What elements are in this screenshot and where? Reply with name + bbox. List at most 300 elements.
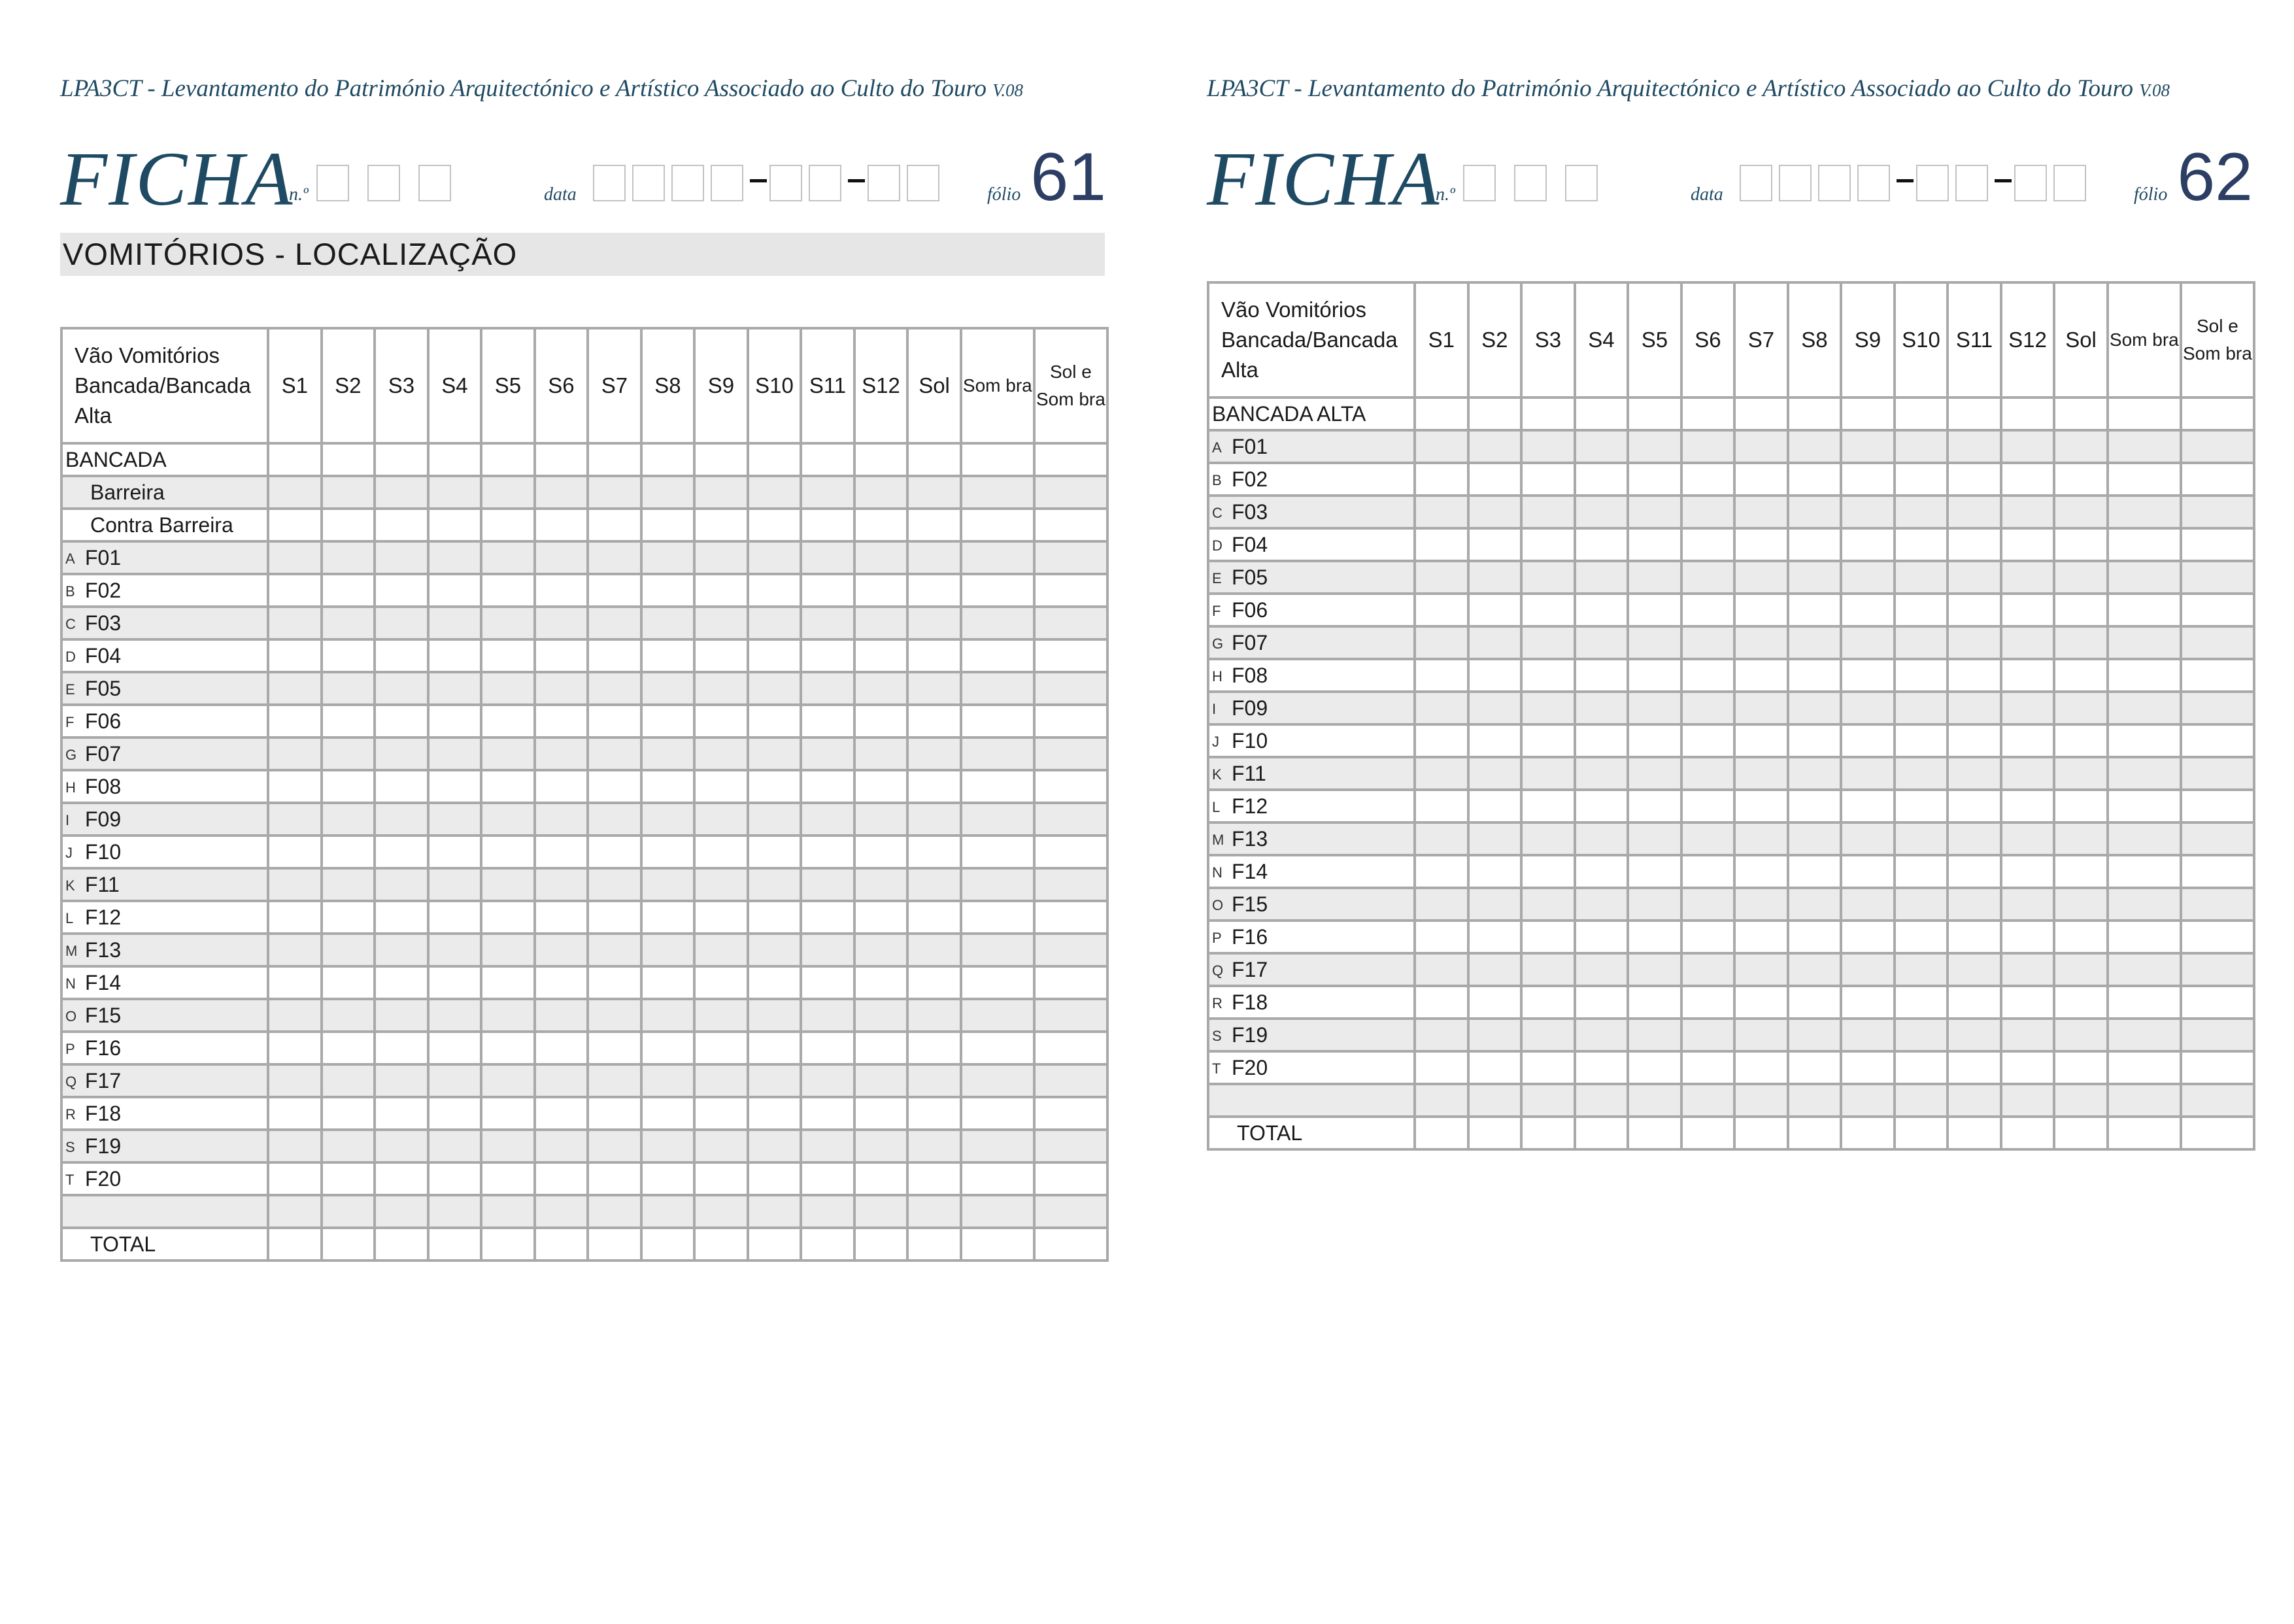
entry-cell[interactable] xyxy=(2054,986,2108,1019)
entry-cell[interactable] xyxy=(1895,855,1948,888)
entry-cell[interactable] xyxy=(1521,921,1575,953)
entry-cell[interactable] xyxy=(748,705,801,737)
entry-cell[interactable] xyxy=(1468,1117,1522,1149)
entry-cell[interactable] xyxy=(322,607,375,639)
entry-cell[interactable] xyxy=(2181,659,2254,692)
entry-cell[interactable] xyxy=(854,803,908,836)
entry-cell[interactable] xyxy=(1948,822,2001,855)
date-digit-box[interactable] xyxy=(1779,165,1812,201)
entry-cell[interactable] xyxy=(1734,888,1788,921)
entry-cell[interactable] xyxy=(2181,822,2254,855)
entry-cell[interactable] xyxy=(801,737,854,770)
date-digit-box[interactable] xyxy=(907,165,939,201)
entry-cell[interactable] xyxy=(2181,724,2254,757)
entry-cell[interactable] xyxy=(588,966,641,999)
entry-cell[interactable] xyxy=(1575,986,1628,1019)
entry-cell[interactable] xyxy=(1034,868,1107,901)
entry-cell[interactable] xyxy=(961,639,1034,672)
entry-cell[interactable] xyxy=(481,934,535,966)
entry-cell[interactable] xyxy=(961,705,1034,737)
entry-cell[interactable] xyxy=(961,1162,1034,1195)
entry-cell[interactable] xyxy=(854,1228,908,1260)
entry-cell[interactable] xyxy=(1788,528,1842,561)
entry-cell[interactable] xyxy=(2001,1084,2055,1117)
entry-cell[interactable] xyxy=(961,836,1034,868)
entry-cell[interactable] xyxy=(1681,888,1735,921)
date-digit-box[interactable] xyxy=(711,165,743,201)
entry-cell[interactable] xyxy=(588,934,641,966)
entry-cell[interactable] xyxy=(2108,953,2181,986)
entry-cell[interactable] xyxy=(907,509,961,541)
entry-cell[interactable] xyxy=(1521,659,1575,692)
entry-cell[interactable] xyxy=(1681,496,1735,528)
entry-cell[interactable] xyxy=(1575,822,1628,855)
entry-cell[interactable] xyxy=(535,1097,588,1130)
entry-cell[interactable] xyxy=(748,672,801,705)
entry-cell[interactable] xyxy=(641,705,695,737)
entry-cell[interactable] xyxy=(748,836,801,868)
entry-cell[interactable] xyxy=(1841,1117,1895,1149)
entry-cell[interactable] xyxy=(1788,1117,1842,1149)
entry-cell[interactable] xyxy=(641,1032,695,1064)
entry-cell[interactable] xyxy=(2001,1019,2055,1051)
entry-cell[interactable] xyxy=(2054,561,2108,594)
entry-cell[interactable] xyxy=(428,705,482,737)
number-digit-box[interactable] xyxy=(1565,165,1598,201)
entry-cell[interactable] xyxy=(641,443,695,476)
entry-cell[interactable] xyxy=(1734,855,1788,888)
entry-cell[interactable] xyxy=(2001,855,2055,888)
entry-cell[interactable] xyxy=(2001,986,2055,1019)
entry-cell[interactable] xyxy=(2108,790,2181,822)
entry-cell[interactable] xyxy=(535,901,588,934)
entry-cell[interactable] xyxy=(481,1195,535,1228)
entry-cell[interactable] xyxy=(1034,901,1107,934)
entry-cell[interactable] xyxy=(1841,430,1895,463)
entry-cell[interactable] xyxy=(854,868,908,901)
entry-cell[interactable] xyxy=(1628,790,1681,822)
entry-cell[interactable] xyxy=(268,1032,322,1064)
entry-cell[interactable] xyxy=(961,1195,1034,1228)
entry-cell[interactable] xyxy=(1521,463,1575,496)
entry-cell[interactable] xyxy=(694,901,748,934)
entry-cell[interactable] xyxy=(535,574,588,607)
entry-cell[interactable] xyxy=(268,509,322,541)
entry-cell[interactable] xyxy=(1415,921,1468,953)
entry-cell[interactable] xyxy=(2181,496,2254,528)
entry-cell[interactable] xyxy=(1734,528,1788,561)
entry-cell[interactable] xyxy=(1468,528,1522,561)
entry-cell[interactable] xyxy=(428,868,482,901)
entry-cell[interactable] xyxy=(961,607,1034,639)
entry-cell[interactable] xyxy=(1841,790,1895,822)
entry-cell[interactable] xyxy=(641,672,695,705)
entry-cell[interactable] xyxy=(1948,1019,2001,1051)
entry-cell[interactable] xyxy=(1895,790,1948,822)
entry-cell[interactable] xyxy=(1948,463,2001,496)
entry-cell[interactable] xyxy=(2054,1019,2108,1051)
entry-cell[interactable] xyxy=(694,836,748,868)
entry-cell[interactable] xyxy=(907,803,961,836)
entry-cell[interactable] xyxy=(1575,594,1628,626)
entry-cell[interactable] xyxy=(1895,692,1948,724)
entry-cell[interactable] xyxy=(1788,626,1842,659)
entry-cell[interactable] xyxy=(322,1162,375,1195)
entry-cell[interactable] xyxy=(481,999,535,1032)
entry-cell[interactable] xyxy=(1788,1019,1842,1051)
entry-cell[interactable] xyxy=(1948,757,2001,790)
entry-cell[interactable] xyxy=(322,1097,375,1130)
entry-cell[interactable] xyxy=(322,705,375,737)
entry-cell[interactable] xyxy=(1788,986,1842,1019)
entry-cell[interactable] xyxy=(1415,1019,1468,1051)
entry-cell[interactable] xyxy=(1681,626,1735,659)
entry-cell[interactable] xyxy=(375,1195,428,1228)
entry-cell[interactable] xyxy=(1575,921,1628,953)
entry-cell[interactable] xyxy=(2108,496,2181,528)
entry-cell[interactable] xyxy=(1895,888,1948,921)
entry-cell[interactable] xyxy=(1575,659,1628,692)
entry-cell[interactable] xyxy=(907,574,961,607)
entry-cell[interactable] xyxy=(1415,986,1468,1019)
entry-cell[interactable] xyxy=(428,1195,482,1228)
entry-cell[interactable] xyxy=(694,966,748,999)
entry-cell[interactable] xyxy=(1948,986,2001,1019)
entry-cell[interactable] xyxy=(322,1228,375,1260)
entry-cell[interactable] xyxy=(375,574,428,607)
entry-cell[interactable] xyxy=(428,934,482,966)
entry-cell[interactable] xyxy=(854,607,908,639)
entry-cell[interactable] xyxy=(1575,757,1628,790)
entry-cell[interactable] xyxy=(1034,966,1107,999)
entry-cell[interactable] xyxy=(1575,398,1628,430)
entry-cell[interactable] xyxy=(1948,659,2001,692)
date-digit-box[interactable] xyxy=(809,165,841,201)
entry-cell[interactable] xyxy=(854,737,908,770)
entry-cell[interactable] xyxy=(1034,705,1107,737)
entry-cell[interactable] xyxy=(375,476,428,509)
entry-cell[interactable] xyxy=(268,607,322,639)
entry-cell[interactable] xyxy=(535,1228,588,1260)
entry-cell[interactable] xyxy=(854,541,908,574)
entry-cell[interactable] xyxy=(2181,888,2254,921)
entry-cell[interactable] xyxy=(1895,430,1948,463)
entry-cell[interactable] xyxy=(854,901,908,934)
entry-cell[interactable] xyxy=(481,803,535,836)
entry-cell[interactable] xyxy=(375,803,428,836)
entry-cell[interactable] xyxy=(854,1064,908,1097)
entry-cell[interactable] xyxy=(1034,476,1107,509)
entry-cell[interactable] xyxy=(535,934,588,966)
entry-cell[interactable] xyxy=(1468,496,1522,528)
entry-cell[interactable] xyxy=(1575,1051,1628,1084)
entry-cell[interactable] xyxy=(481,868,535,901)
entry-cell[interactable] xyxy=(268,672,322,705)
entry-cell[interactable] xyxy=(1415,1051,1468,1084)
entry-cell[interactable] xyxy=(907,1130,961,1162)
entry-cell[interactable] xyxy=(1415,496,1468,528)
entry-cell[interactable] xyxy=(1895,626,1948,659)
entry-cell[interactable] xyxy=(268,1228,322,1260)
entry-cell[interactable] xyxy=(2001,790,2055,822)
entry-cell[interactable] xyxy=(907,1228,961,1260)
entry-cell[interactable] xyxy=(428,1097,482,1130)
entry-cell[interactable] xyxy=(907,1097,961,1130)
entry-cell[interactable] xyxy=(907,901,961,934)
entry-cell[interactable] xyxy=(2001,921,2055,953)
entry-cell[interactable] xyxy=(1841,496,1895,528)
entry-cell[interactable] xyxy=(1468,757,1522,790)
entry-cell[interactable] xyxy=(1734,398,1788,430)
entry-cell[interactable] xyxy=(2181,594,2254,626)
entry-cell[interactable] xyxy=(1415,659,1468,692)
entry-cell[interactable] xyxy=(375,1064,428,1097)
entry-cell[interactable] xyxy=(1468,1051,1522,1084)
entry-cell[interactable] xyxy=(854,1130,908,1162)
entry-cell[interactable] xyxy=(961,1228,1034,1260)
entry-cell[interactable] xyxy=(1841,561,1895,594)
entry-cell[interactable] xyxy=(1521,626,1575,659)
entry-cell[interactable] xyxy=(907,541,961,574)
entry-cell[interactable] xyxy=(1521,1084,1575,1117)
entry-cell[interactable] xyxy=(1034,607,1107,639)
entry-cell[interactable] xyxy=(375,509,428,541)
entry-cell[interactable] xyxy=(2054,528,2108,561)
entry-cell[interactable] xyxy=(428,509,482,541)
entry-cell[interactable] xyxy=(481,705,535,737)
entry-cell[interactable] xyxy=(1628,953,1681,986)
entry-cell[interactable] xyxy=(641,476,695,509)
entry-cell[interactable] xyxy=(961,1130,1034,1162)
entry-cell[interactable] xyxy=(2001,626,2055,659)
entry-cell[interactable] xyxy=(2181,1019,2254,1051)
entry-cell[interactable] xyxy=(588,868,641,901)
entry-cell[interactable] xyxy=(268,934,322,966)
entry-cell[interactable] xyxy=(588,509,641,541)
entry-cell[interactable] xyxy=(1734,692,1788,724)
entry-cell[interactable] xyxy=(1575,953,1628,986)
entry-cell[interactable] xyxy=(2001,659,2055,692)
entry-cell[interactable] xyxy=(641,836,695,868)
entry-cell[interactable] xyxy=(375,1228,428,1260)
entry-cell[interactable] xyxy=(1521,855,1575,888)
entry-cell[interactable] xyxy=(2108,1019,2181,1051)
entry-cell[interactable] xyxy=(1948,528,2001,561)
entry-cell[interactable] xyxy=(2108,855,2181,888)
entry-cell[interactable] xyxy=(1521,888,1575,921)
entry-cell[interactable] xyxy=(1034,1130,1107,1162)
entry-cell[interactable] xyxy=(1681,724,1735,757)
entry-cell[interactable] xyxy=(641,1064,695,1097)
entry-cell[interactable] xyxy=(322,803,375,836)
entry-cell[interactable] xyxy=(1948,921,2001,953)
entry-cell[interactable] xyxy=(428,803,482,836)
entry-cell[interactable] xyxy=(481,443,535,476)
entry-cell[interactable] xyxy=(1468,561,1522,594)
entry-cell[interactable] xyxy=(694,934,748,966)
entry-cell[interactable] xyxy=(748,1097,801,1130)
entry-cell[interactable] xyxy=(1841,822,1895,855)
entry-cell[interactable] xyxy=(1681,822,1735,855)
entry-cell[interactable] xyxy=(1575,1019,1628,1051)
entry-cell[interactable] xyxy=(641,509,695,541)
entry-cell[interactable] xyxy=(748,639,801,672)
entry-cell[interactable] xyxy=(588,737,641,770)
entry-cell[interactable] xyxy=(2108,888,2181,921)
entry-cell[interactable] xyxy=(1521,398,1575,430)
entry-cell[interactable] xyxy=(375,770,428,803)
date-digit-box[interactable] xyxy=(1740,165,1772,201)
entry-cell[interactable] xyxy=(1734,594,1788,626)
entry-cell[interactable] xyxy=(854,476,908,509)
entry-cell[interactable] xyxy=(801,1162,854,1195)
entry-cell[interactable] xyxy=(588,803,641,836)
entry-cell[interactable] xyxy=(1841,528,1895,561)
entry-cell[interactable] xyxy=(481,1162,535,1195)
entry-cell[interactable] xyxy=(801,574,854,607)
entry-cell[interactable] xyxy=(375,901,428,934)
entry-cell[interactable] xyxy=(1681,561,1735,594)
entry-cell[interactable] xyxy=(1575,692,1628,724)
number-digit-box[interactable] xyxy=(367,165,400,201)
entry-cell[interactable] xyxy=(907,705,961,737)
entry-cell[interactable] xyxy=(2001,398,2055,430)
entry-cell[interactable] xyxy=(588,672,641,705)
entry-cell[interactable] xyxy=(801,541,854,574)
entry-cell[interactable] xyxy=(1734,953,1788,986)
entry-cell[interactable] xyxy=(268,639,322,672)
entry-cell[interactable] xyxy=(2054,1051,2108,1084)
entry-cell[interactable] xyxy=(1034,934,1107,966)
entry-cell[interactable] xyxy=(428,639,482,672)
entry-cell[interactable] xyxy=(1895,561,1948,594)
entry-cell[interactable] xyxy=(854,672,908,705)
entry-cell[interactable] xyxy=(748,509,801,541)
entry-cell[interactable] xyxy=(375,1162,428,1195)
entry-cell[interactable] xyxy=(2108,757,2181,790)
entry-cell[interactable] xyxy=(907,1032,961,1064)
entry-cell[interactable] xyxy=(748,607,801,639)
entry-cell[interactable] xyxy=(1681,790,1735,822)
entry-cell[interactable] xyxy=(481,836,535,868)
entry-cell[interactable] xyxy=(268,1195,322,1228)
entry-cell[interactable] xyxy=(801,1130,854,1162)
entry-cell[interactable] xyxy=(641,868,695,901)
entry-cell[interactable] xyxy=(1948,1117,2001,1149)
entry-cell[interactable] xyxy=(854,836,908,868)
entry-cell[interactable] xyxy=(268,901,322,934)
entry-cell[interactable] xyxy=(748,541,801,574)
entry-cell[interactable] xyxy=(1788,561,1842,594)
entry-cell[interactable] xyxy=(1788,724,1842,757)
entry-cell[interactable] xyxy=(801,443,854,476)
entry-cell[interactable] xyxy=(748,1195,801,1228)
entry-cell[interactable] xyxy=(428,607,482,639)
entry-cell[interactable] xyxy=(2001,953,2055,986)
entry-cell[interactable] xyxy=(961,541,1034,574)
entry-cell[interactable] xyxy=(694,509,748,541)
entry-cell[interactable] xyxy=(1468,888,1522,921)
entry-cell[interactable] xyxy=(1734,724,1788,757)
entry-cell[interactable] xyxy=(1468,986,1522,1019)
entry-cell[interactable] xyxy=(2054,953,2108,986)
entry-cell[interactable] xyxy=(1521,790,1575,822)
entry-cell[interactable] xyxy=(428,966,482,999)
entry-cell[interactable] xyxy=(1521,594,1575,626)
entry-cell[interactable] xyxy=(2108,659,2181,692)
entry-cell[interactable] xyxy=(375,966,428,999)
entry-cell[interactable] xyxy=(535,476,588,509)
entry-cell[interactable] xyxy=(1841,953,1895,986)
entry-cell[interactable] xyxy=(428,836,482,868)
entry-cell[interactable] xyxy=(588,705,641,737)
entry-cell[interactable] xyxy=(428,443,482,476)
entry-cell[interactable] xyxy=(1948,594,2001,626)
entry-cell[interactable] xyxy=(1734,1019,1788,1051)
entry-cell[interactable] xyxy=(428,1162,482,1195)
entry-cell[interactable] xyxy=(961,901,1034,934)
entry-cell[interactable] xyxy=(748,1064,801,1097)
entry-cell[interactable] xyxy=(1788,659,1842,692)
entry-cell[interactable] xyxy=(588,1195,641,1228)
entry-cell[interactable] xyxy=(694,607,748,639)
entry-cell[interactable] xyxy=(322,1130,375,1162)
entry-cell[interactable] xyxy=(961,934,1034,966)
entry-cell[interactable] xyxy=(535,509,588,541)
entry-cell[interactable] xyxy=(588,1228,641,1260)
entry-cell[interactable] xyxy=(1415,430,1468,463)
entry-cell[interactable] xyxy=(375,1032,428,1064)
entry-cell[interactable] xyxy=(1734,463,1788,496)
entry-cell[interactable] xyxy=(854,934,908,966)
entry-cell[interactable] xyxy=(1521,724,1575,757)
entry-cell[interactable] xyxy=(801,639,854,672)
date-digit-box[interactable] xyxy=(1818,165,1851,201)
entry-cell[interactable] xyxy=(801,1097,854,1130)
entry-cell[interactable] xyxy=(322,639,375,672)
entry-cell[interactable] xyxy=(2108,594,2181,626)
entry-cell[interactable] xyxy=(1415,953,1468,986)
entry-cell[interactable] xyxy=(1895,398,1948,430)
entry-cell[interactable] xyxy=(907,737,961,770)
entry-cell[interactable] xyxy=(268,803,322,836)
entry-cell[interactable] xyxy=(907,934,961,966)
entry-cell[interactable] xyxy=(961,770,1034,803)
entry-cell[interactable] xyxy=(1948,724,2001,757)
entry-cell[interactable] xyxy=(801,770,854,803)
entry-cell[interactable] xyxy=(535,836,588,868)
entry-cell[interactable] xyxy=(1034,836,1107,868)
entry-cell[interactable] xyxy=(2001,692,2055,724)
entry-cell[interactable] xyxy=(694,1228,748,1260)
entry-cell[interactable] xyxy=(2108,724,2181,757)
entry-cell[interactable] xyxy=(1681,430,1735,463)
entry-cell[interactable] xyxy=(2181,463,2254,496)
entry-cell[interactable] xyxy=(1415,528,1468,561)
entry-cell[interactable] xyxy=(694,639,748,672)
entry-cell[interactable] xyxy=(1841,398,1895,430)
entry-cell[interactable] xyxy=(1734,1117,1788,1149)
entry-cell[interactable] xyxy=(1521,757,1575,790)
entry-cell[interactable] xyxy=(1521,1117,1575,1149)
entry-cell[interactable] xyxy=(481,901,535,934)
entry-cell[interactable] xyxy=(854,443,908,476)
entry-cell[interactable] xyxy=(801,705,854,737)
entry-cell[interactable] xyxy=(1628,724,1681,757)
entry-cell[interactable] xyxy=(1895,528,1948,561)
entry-cell[interactable] xyxy=(641,1195,695,1228)
entry-cell[interactable] xyxy=(1468,398,1522,430)
